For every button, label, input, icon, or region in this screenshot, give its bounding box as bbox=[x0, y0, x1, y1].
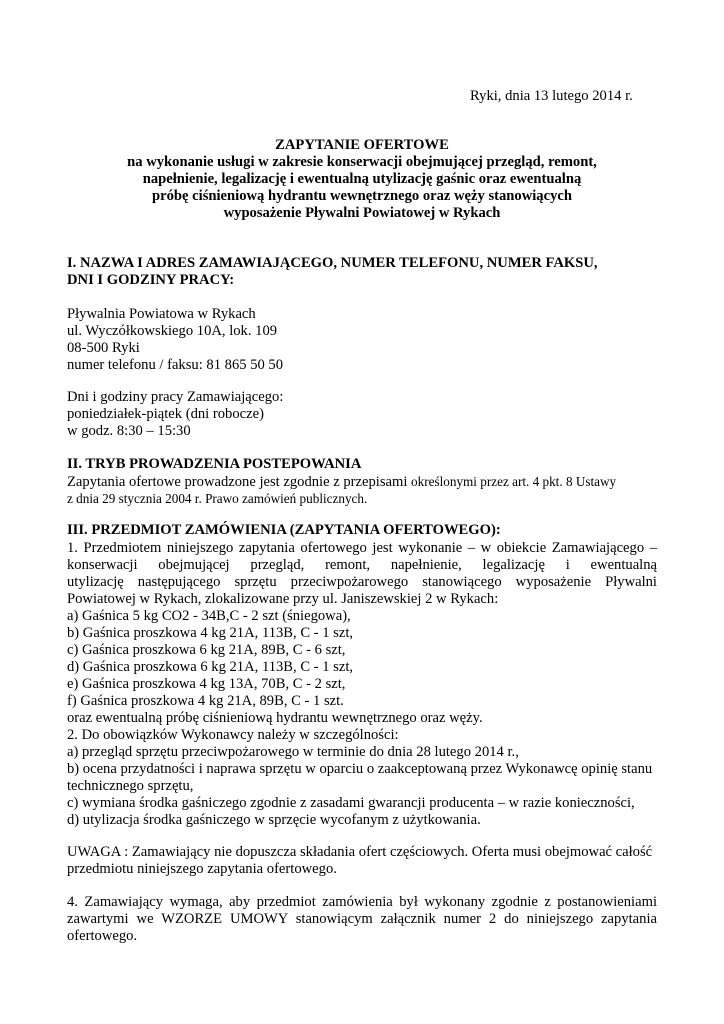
uwaga-line: przedmiotu niniejszego zapytania ofertowego. bbox=[67, 861, 337, 877]
list-item: e) Gaśnica proszkowa 4 kg 13A, 70B, C - 2 szt, bbox=[67, 676, 346, 692]
title-line: na wykonanie usługi w zakresie konserwacji obejmującej przegląd, remont, bbox=[127, 154, 597, 170]
address-line: ul. Wyczółkowskiego 10A, lok. 109 bbox=[67, 323, 278, 339]
section3-intro: Powiatowej w Rykach, zlokalizowane przy ul. Janiszewskiej 2 w Rykach: bbox=[67, 591, 499, 607]
duties-line: a) przegląd sprzętu przeciwpożarowego w terminie do dnia 28 lutego 2014 r., bbox=[67, 744, 519, 760]
duties-line: c) wymiana środka gaśniczego zgodnie z zasadami gwarancji producenta – w razie konieczności, bbox=[67, 795, 635, 811]
point4-line: 4. Zamawiający wymaga, aby przedmiot zamówienia był wykonany zgodnie z postanowieniami bbox=[67, 894, 657, 910]
section2-text-main: Zapytania ofertowe prowadzone jest zgodnie z przepisami bbox=[67, 474, 412, 490]
section2-heading: II. TRYB PROWADZENIA POSTEPOWANIA bbox=[67, 456, 362, 472]
section2-text-small: określonymi przez art. 4 pkt. 8 Ustawy bbox=[411, 474, 617, 489]
section3-heading: III. PRZEDMIOT ZAMÓWIENIA (ZAPYTANIA OFERTOWEGO): bbox=[67, 522, 501, 538]
hours-line: Dni i godziny pracy Zamawiającego: bbox=[67, 389, 284, 405]
point4-line: zawartymi we WZORZE UMOWY stanowiącym załącznik numer 2 do niniejszego zapytania bbox=[67, 911, 657, 927]
document-title: ZAPYTANIE OFERTOWE bbox=[275, 137, 449, 153]
duties-line: d) utylizacja środka gaśniczego w sprzęcie wycofanym z użytkowania. bbox=[67, 812, 481, 828]
list-item: f) Gaśnica proszkowa 4 kg 21A, 89B, C - 1 szt. bbox=[67, 693, 344, 709]
hours-line: w godz. 8:30 – 15:30 bbox=[67, 423, 191, 439]
list-item: b) Gaśnica proszkowa 4 kg 21A, 113B, C - 1 szt, bbox=[67, 625, 354, 641]
address-line: Pływalnia Powiatowa w Rykach bbox=[67, 306, 256, 322]
point4-line: ofertowego. bbox=[67, 928, 138, 944]
address-line: numer telefonu / faksu: 81 865 50 50 bbox=[67, 357, 284, 373]
list-item: c) Gaśnica proszkowa 6 kg 21A, 89B, C - 6 szt, bbox=[67, 642, 346, 658]
section3-intro: utylizację następującego sprzętu przeciwpożarowego stanowiącego wyposażenie Pływalni bbox=[67, 574, 657, 590]
duties-line: 2. Do obowiązków Wykonawcy należy w szczególności: bbox=[67, 727, 399, 743]
address-line: 08-500 Ryki bbox=[67, 340, 140, 356]
uwaga-line: UWAGA : Zamawiający nie dopuszcza składania ofert częściowych. Oferta musi obejmować całość bbox=[67, 844, 653, 860]
title-line: wyposażenie Pływalni Powiatowej w Rykach bbox=[223, 205, 501, 221]
section1-heading: DNI I GODZINY PRACY: bbox=[67, 272, 235, 288]
section3-intro: 1. Przedmiotem niniejszego zapytania ofertowego jest wykonanie – w obiekcie Zamawiającego – bbox=[67, 540, 657, 556]
title-line: próbę ciśnieniową hydrantu wewnętrznego oraz węży stanowiących bbox=[152, 188, 572, 204]
section3-intro: konserwacji obejmującej przegląd, remont, napełnienie, legalizację i ewentualną bbox=[67, 557, 657, 573]
title-line: napełnienie, legalizację i ewentualną utylizację gaśnic oraz ewentualną bbox=[142, 171, 582, 187]
section2-text: z dnia 29 stycznia 2004 r. Prawo zamówień publicznych. bbox=[67, 491, 368, 506]
after-items-text: oraz ewentualną próbę ciśnieniową hydrantu wewnętrznego oraz węży. bbox=[67, 710, 483, 726]
list-item: d) Gaśnica proszkowa 6 kg 21A, 113B, C - 1 szt, bbox=[67, 659, 354, 675]
place-date: Ryki, dnia 13 lutego 2014 r. bbox=[470, 88, 633, 104]
section1-heading: I. NAZWA I ADRES ZAMAWIAJĄCEGO, NUMER TELEFONU, NUMER FAKSU, bbox=[67, 255, 598, 271]
list-item: a) Gaśnica 5 kg CO2 - 34B,C - 2 szt (śniegowa), bbox=[67, 608, 351, 624]
duties-line: technicznego sprzętu, bbox=[67, 778, 194, 794]
duties-line: b) ocena przydatności i naprawa sprzętu w oparciu o zaakceptowaną przez Wykonawcę opinię stanu bbox=[67, 761, 653, 777]
section2-text bbox=[67, 473, 616, 491]
hours-line: poniedziałek-piątek (dni robocze) bbox=[67, 406, 264, 422]
